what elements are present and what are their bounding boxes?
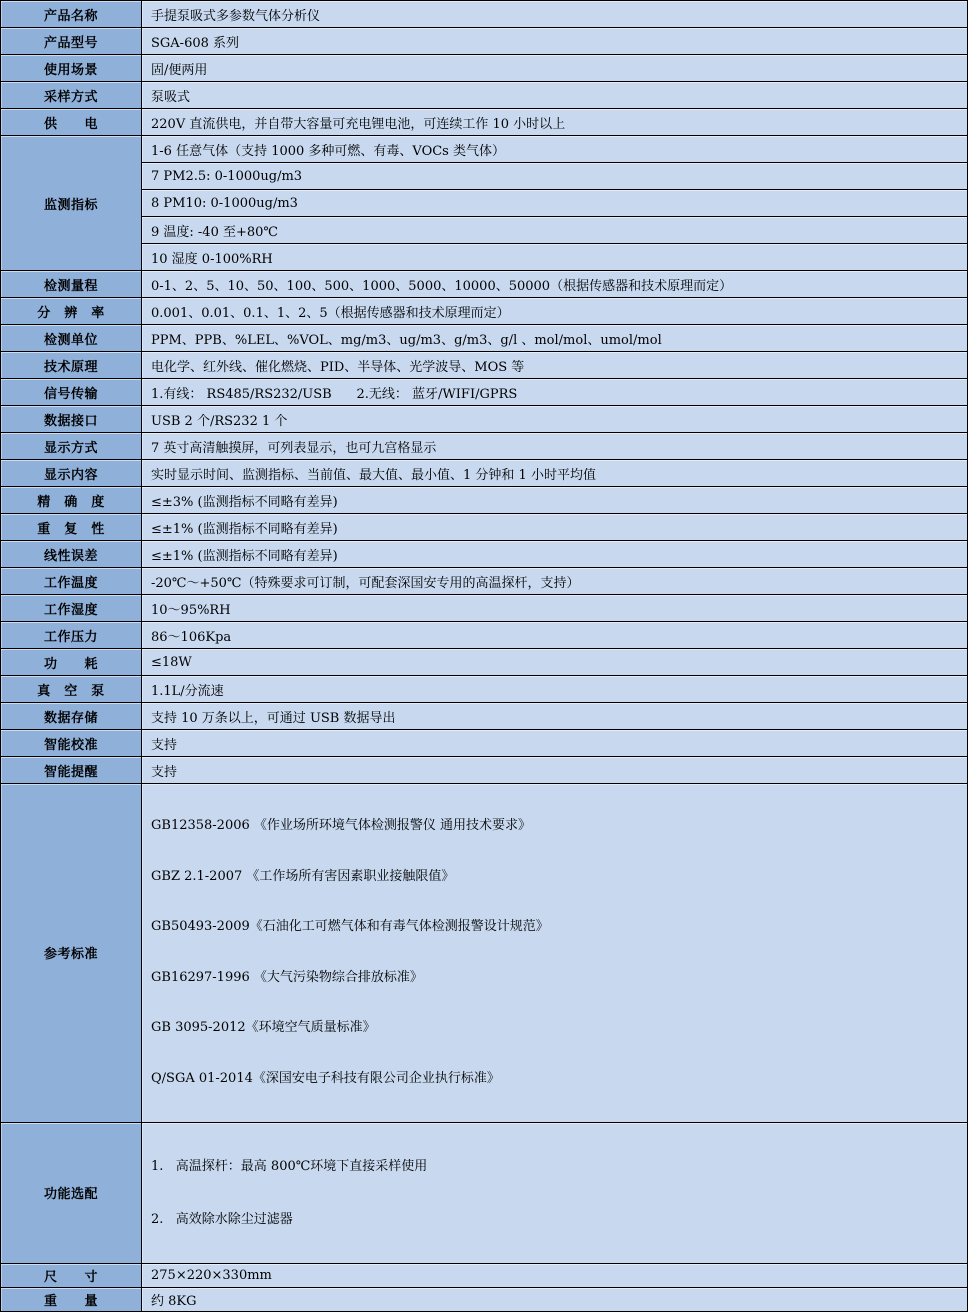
reference-standard-line: GB12358-2006 《作业场所环境气体检测报警仪 通用技术要求》 xyxy=(151,818,532,833)
row-label-smart-calibration: 智能校准 xyxy=(1,730,142,757)
row-label-data-storage: 数据存储 xyxy=(1,703,142,730)
row-value-monitor-item-4: 9 温度: -40 至+80℃ xyxy=(142,217,968,244)
row-value-working-pressure: 86～106Kpa xyxy=(142,622,968,649)
row-value-detection-range: 0-1、2、5、10、50、100、500、1000、5000、10000、50000（根据传感器和技术原理而定） xyxy=(142,271,968,298)
table-row-monitor-index-4 xyxy=(1,217,968,244)
table-row-working-humidity xyxy=(1,595,968,622)
table-row-product-name xyxy=(1,1,968,28)
row-label-working-humidity: 工作湿度 xyxy=(1,595,142,622)
table-row-sampling-method xyxy=(1,82,968,109)
table-row-monitor-index-1 xyxy=(1,136,968,163)
table-row-weight xyxy=(1,1287,968,1311)
row-value-linearity-error: ≤±1% (监测指标不同略有差异) xyxy=(142,541,968,568)
row-value-vacuum-pump: 1.1L/分流速 xyxy=(142,676,968,703)
row-label-dimensions: 尺 寸 xyxy=(1,1263,142,1287)
table-row-detection-unit xyxy=(1,325,968,352)
row-label-repeatability: 重 复 性 xyxy=(1,514,142,541)
row-value-monitor-item-1: 1-6 任意气体（支持 1000 多种可燃、有毒、VOCs 类气体） xyxy=(142,136,968,163)
table-row-dimensions xyxy=(1,1263,968,1287)
row-label-signal-transmission: 信号传输 xyxy=(1,379,142,406)
row-value-smart-reminder: 支持 xyxy=(142,757,968,784)
row-label-detection-unit: 检测单位 xyxy=(1,325,142,352)
table-row-display-content xyxy=(1,460,968,487)
row-value-smart-calibration: 支持 xyxy=(142,730,968,757)
table-row-optional-functions xyxy=(1,1122,968,1263)
table-row-smart-reminder xyxy=(1,757,968,784)
table-row-reference-standards xyxy=(1,784,968,1123)
row-label-smart-reminder: 智能提醒 xyxy=(1,757,142,784)
row-label-display-mode: 显示方式 xyxy=(1,433,142,460)
table-row-tech-principle xyxy=(1,352,968,379)
row-label-tech-principle: 技术原理 xyxy=(1,352,142,379)
row-label-detection-range: 检测量程 xyxy=(1,271,142,298)
row-value-power-supply: 220V 直流供电，并自带大容量可充电锂电池，可连续工作 10 小时以上 xyxy=(142,109,968,136)
row-label-accuracy: 精 确 度 xyxy=(1,487,142,514)
row-label-power-consumption: 功 耗 xyxy=(1,649,142,676)
row-value-signal-transmission: 1.有线： RS485/RS232/USB 2.无线： 蓝牙/WIFI/GPRS xyxy=(142,379,968,406)
table-row-repeatability xyxy=(1,514,968,541)
table-row-working-temperature xyxy=(1,568,968,595)
table-row-monitor-index-2 xyxy=(1,163,968,190)
row-value-weight: 约 8KG xyxy=(142,1287,968,1311)
row-label-usage-scene: 使用场景 xyxy=(1,55,142,82)
row-value-product-name: 手提泵吸式多参数气体分析仪 xyxy=(142,1,968,28)
reference-standard-line: GB50493-2009《石油化工可燃气体和有毒气体检测报警设计规范》 xyxy=(151,919,549,935)
row-value-data-storage: 支持 10 万条以上，可通过 USB 数据导出 xyxy=(142,703,968,730)
table-row-monitor-index-3 xyxy=(1,190,968,217)
row-value-detection-unit: PPM、PPB、%LEL、%VOL、mg/m3、ug/m3、g/m3、g/l 、mol/mol、umol/mol xyxy=(142,325,968,352)
row-label-display-content: 显示内容 xyxy=(1,460,142,487)
row-value-tech-principle: 电化学、红外线、催化燃烧、PID、半导体、光学波导、MOS 等 xyxy=(142,352,968,379)
table-row-monitor-index-5 xyxy=(1,244,968,271)
row-label-optional-functions: 功能选配 xyxy=(1,1122,142,1263)
row-value-monitor-item-2: 7 PM2.5: 0-1000ug/m3 xyxy=(142,163,968,190)
optional-function-line: 2. 高效除水除尘过滤器 xyxy=(151,1211,293,1227)
row-label-data-interface: 数据接口 xyxy=(1,406,142,433)
row-label-product-model: 产品型号 xyxy=(1,28,142,55)
row-label-working-temperature: 工作温度 xyxy=(1,568,142,595)
table-row-smart-calibration xyxy=(1,730,968,757)
row-value-reference-standards xyxy=(142,784,968,1123)
table-row-display-mode xyxy=(1,433,968,460)
row-value-working-temperature: -20℃～+50℃（特殊要求可订制，可配套深国安专用的高温探杆，支持） xyxy=(142,568,968,595)
row-value-product-model: SGA-608 系列 xyxy=(142,28,968,55)
reference-standard-line: GB16297-1996 《大气污染物综合排放标准》 xyxy=(151,969,423,985)
table-row-linearity-error xyxy=(1,541,968,568)
row-label-product-name: 产品名称 xyxy=(1,1,142,28)
table-row-signal-transmission xyxy=(1,379,968,406)
row-value-display-mode: 7 英寸高清触摸屏，可列表显示，也可九宫格显示 xyxy=(142,433,968,460)
row-value-data-interface: USB 2 个/RS232 1 个 xyxy=(142,406,968,433)
table-row-usage-scene xyxy=(1,55,968,82)
table-row-power-supply xyxy=(1,109,968,136)
reference-standard-line: GBZ 2.1-2007 《工作场所有害因素职业接触限值》 xyxy=(151,868,455,884)
row-value-sampling-method: 泵吸式 xyxy=(142,82,968,109)
table-row-detection-range xyxy=(1,271,968,298)
row-value-repeatability: ≤±1% (监测指标不同略有差异) xyxy=(142,514,968,541)
row-label-sampling-method: 采样方式 xyxy=(1,82,142,109)
table-row-resolution xyxy=(1,298,968,325)
row-label-linearity-error: 线性误差 xyxy=(1,541,142,568)
row-value-working-humidity: 10～95%RH xyxy=(142,595,968,622)
row-value-power-consumption: ≤18W xyxy=(142,649,968,676)
table-row-accuracy xyxy=(1,487,968,514)
table-row-data-interface xyxy=(1,406,968,433)
row-label-power-supply: 供 电 xyxy=(1,109,142,136)
row-label-working-pressure: 工作压力 xyxy=(1,622,142,649)
row-value-resolution: 0.001、0.01、0.1、1、2、5（根据传感器和技术原理而定） xyxy=(142,298,968,325)
row-label-resolution: 分 辨 率 xyxy=(1,298,142,325)
table-row-vacuum-pump xyxy=(1,676,968,703)
table-row-data-storage xyxy=(1,703,968,730)
row-value-usage-scene: 固/便两用 xyxy=(142,55,968,82)
row-value-optional-functions xyxy=(142,1122,968,1263)
table-row-product-model xyxy=(1,28,968,55)
row-label-vacuum-pump: 真 空 泵 xyxy=(1,676,142,703)
row-label-reference-standards: 参考标准 xyxy=(1,784,142,1123)
optional-function-line: 1. 高温探杆：最高 800℃环境下直接采样使用 xyxy=(151,1158,428,1174)
table-row-power-consumption xyxy=(1,649,968,676)
row-label-monitor-index: 监测指标 xyxy=(1,136,142,271)
row-value-monitor-item-3: 8 PM10: 0-1000ug/m3 xyxy=(142,190,968,217)
row-value-display-content: 实时显示时间、监测指标、当前值、最大值、最小值、1 分钟和 1 小时平均值 xyxy=(142,460,968,487)
row-value-monitor-item-5: 10 湿度 0-100%RH xyxy=(142,244,968,271)
row-value-dimensions: 275×220×330mm xyxy=(142,1263,968,1287)
reference-standard-line: GB 3095-2012《环境空气质量标准》 xyxy=(151,1020,376,1036)
table-row-working-pressure xyxy=(1,622,968,649)
row-label-weight: 重 量 xyxy=(1,1287,142,1311)
row-value-accuracy: ≤±3% (监测指标不同略有差异) xyxy=(142,487,968,514)
reference-standard-line: Q/SGA 01-2014《深国安电子科技有限公司企业执行标准》 xyxy=(151,1070,500,1086)
